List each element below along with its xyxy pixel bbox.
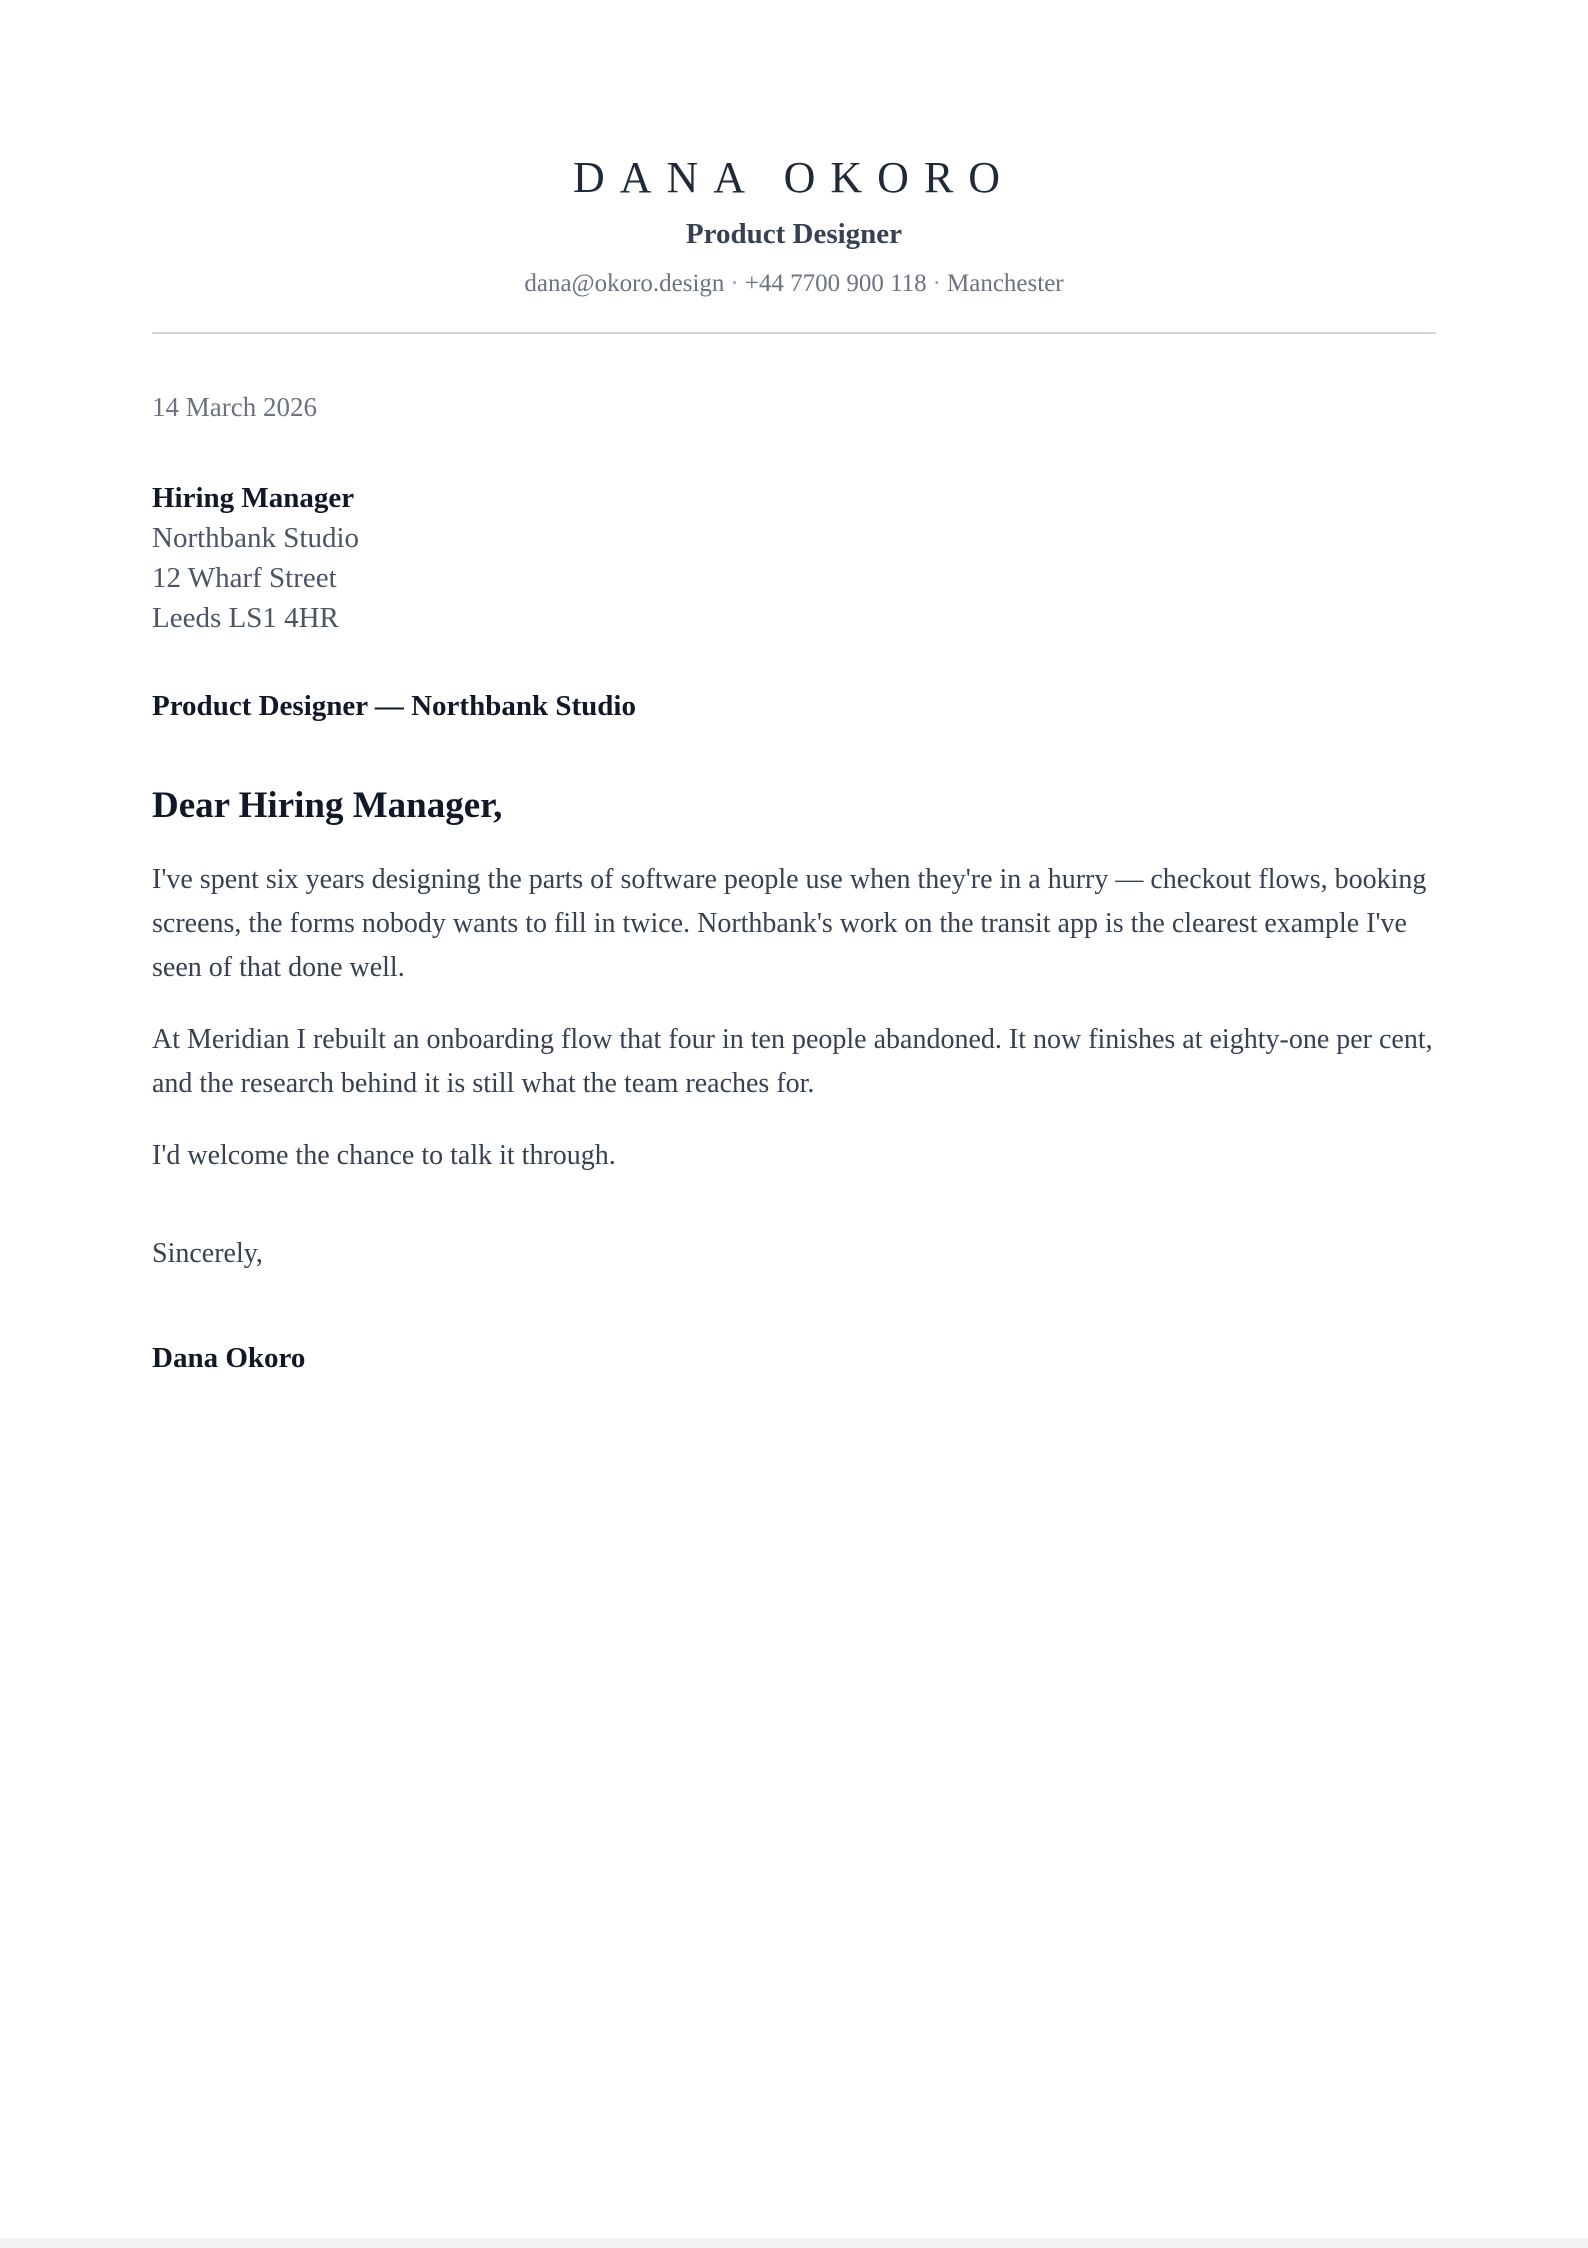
contact-phone[interactable]: +44 7700 900 118	[744, 270, 927, 297]
recipient-name: Hiring Manager	[152, 482, 355, 514]
contact-separator: ·	[932, 270, 941, 297]
body-paragraph: I've spent six years designing the parts of software people use when they're in a hurry — checkout flows, booking screens, the forms nobody wants to fill in twice. Northbank's work on the transit app is the clearest example I've seen of that done well.	[152, 864, 1427, 983]
recipient-company: Northbank Studio	[152, 522, 360, 554]
contact-line	[152, 268, 1436, 300]
letter-body	[152, 858, 1436, 1178]
page-bottom-edge	[0, 2238, 1588, 2248]
signature: Dana Okoro	[152, 1342, 306, 1374]
contact-separator: ·	[730, 270, 739, 297]
sender-name: DANA OKORO	[572, 153, 1016, 202]
letter-content	[152, 0, 1436, 1376]
recipient-block	[152, 478, 1436, 638]
letter-subject: Product Designer — Northbank Studio	[152, 690, 636, 722]
sender-role: Product Designer	[685, 218, 903, 250]
header-divider	[152, 332, 1436, 334]
closing: Sincerely,	[152, 1238, 263, 1269]
body-paragraph: At Meridian I rebuilt an onboarding flow that four in ten people abandoned. It now finishes at eighty-one per cent, and the research behind it is still what the team reaches for.	[152, 1024, 1433, 1099]
letter-date: 14 March 2026	[152, 392, 317, 422]
salutation: Dear Hiring Manager,	[152, 785, 503, 826]
letterhead	[152, 0, 1436, 334]
recipient-street: 12 Wharf Street	[152, 562, 337, 594]
contact-email[interactable]: dana@okoro.design	[524, 270, 725, 297]
recipient-city: Leeds LS1 4HR	[152, 602, 339, 634]
contact-location: Manchester	[947, 270, 1064, 297]
body-paragraph: I'd welcome the chance to talk it through.	[152, 1140, 616, 1171]
